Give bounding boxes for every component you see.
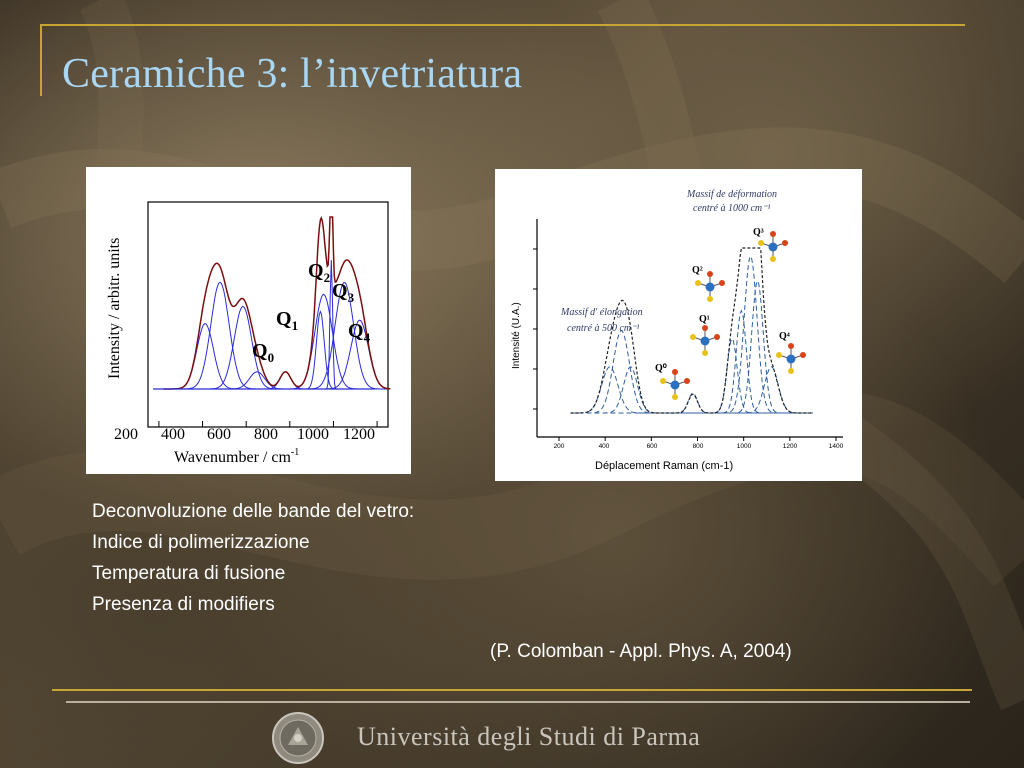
figure-left-ylabel: Intensity / arbitr. units (106, 237, 123, 379)
bullet-item: Presenza di modifiers (92, 594, 275, 615)
species-label-q2: Q² (692, 265, 703, 276)
figure-left-xtick-label: 600 (207, 426, 231, 443)
citation: (P. Colomban - Appl. Phys. A, 2004) (490, 641, 792, 662)
figure-right-xtick-label: 1200 (782, 443, 798, 450)
species-label-q4: Q⁴ (779, 331, 790, 342)
footer-gold-rule (52, 689, 972, 691)
figure-right-band (571, 393, 813, 413)
peak-label-q1: $Q_1$ (276, 308, 299, 333)
title-frame-top-rule (40, 24, 965, 26)
figure-left-envelope-curve (163, 217, 390, 389)
figure-right-xtick-label: 600 (646, 443, 658, 450)
figure-right-xtick-label: 1000 (736, 443, 752, 450)
figure-left-xlabel: Wavenumber / $cm^{-1}$ (174, 447, 300, 466)
figure-left-xtick-label: 1000 (297, 426, 329, 443)
title-frame-left-rule (40, 24, 42, 96)
figure-right-xtick-label: 400 (598, 443, 610, 450)
species-label-q0: Q⁰ (655, 363, 667, 374)
university-seal-icon (270, 711, 326, 765)
figure-right-xlabel: Déplacement Raman (cm-1) (595, 460, 734, 472)
slide-title: Ceramiche 3: l’invetriatura (62, 51, 523, 97)
figure-right-band (571, 367, 813, 413)
peak-label-q0: $Q_0$ (252, 340, 275, 365)
annotation-bending-line1: Massif de déformation (687, 189, 777, 200)
figure-left-xtick-label: 200 (114, 426, 138, 443)
figure-right-band (571, 367, 813, 413)
bullet-item: Deconvoluzione delle bande del vetro: (92, 501, 415, 522)
bullet-list (92, 496, 414, 620)
figure-right-band (571, 367, 813, 413)
peak-label-q3: $Q_3$ (332, 280, 355, 305)
peak-label-q2: $Q_2$ (308, 260, 331, 285)
figure-left-xtick-label: 800 (254, 426, 278, 443)
figure-right-band (571, 331, 813, 414)
figure-raman-deconvolution-left (86, 167, 411, 474)
peak-label-q4: $Q_4$ (348, 320, 371, 345)
figure-right-plot (495, 169, 862, 481)
figure-right-band (571, 281, 813, 413)
figure-right-xtick-labels (554, 443, 844, 450)
species-label-q1: Q¹ (699, 314, 710, 325)
silicate-tetrahedron-icon (776, 343, 806, 374)
figure-right-xtick-label: 200 (553, 443, 565, 450)
footer-grey-rule (66, 701, 970, 703)
silicate-tetrahedron-icon (690, 325, 720, 356)
figure-left-xtick-label: 1200 (343, 426, 375, 443)
species-label-q3: Q³ (753, 227, 764, 238)
figure-right-xtick-label: 800 (692, 443, 704, 450)
figure-left-xtick-labels (114, 426, 375, 443)
annotation-stretching-line1: Massif d' élongation (561, 307, 643, 318)
annotation-bending-line2: centré à 1000 cm⁻¹ (693, 203, 771, 214)
figure-raman-massifs-right (495, 169, 862, 481)
bullet-item: Temperatura di fusione (92, 563, 286, 584)
figure-right-ylabel: Intensité (U.A.) (511, 302, 522, 369)
footer-university-name: Università degli Studi di Parma (357, 722, 701, 751)
figure-right-xtick-label: 1400 (828, 443, 844, 450)
figure-left-band (163, 372, 390, 389)
figure-left-xtick-label: 400 (161, 426, 185, 443)
figure-right-band (571, 339, 813, 413)
annotation-stretching-line2: centré à 500 cm⁻¹ (567, 323, 640, 334)
bullet-item: Indice di polimerizzazione (92, 532, 310, 553)
figure-left-plot (86, 167, 411, 474)
figure-left-band (163, 372, 390, 389)
